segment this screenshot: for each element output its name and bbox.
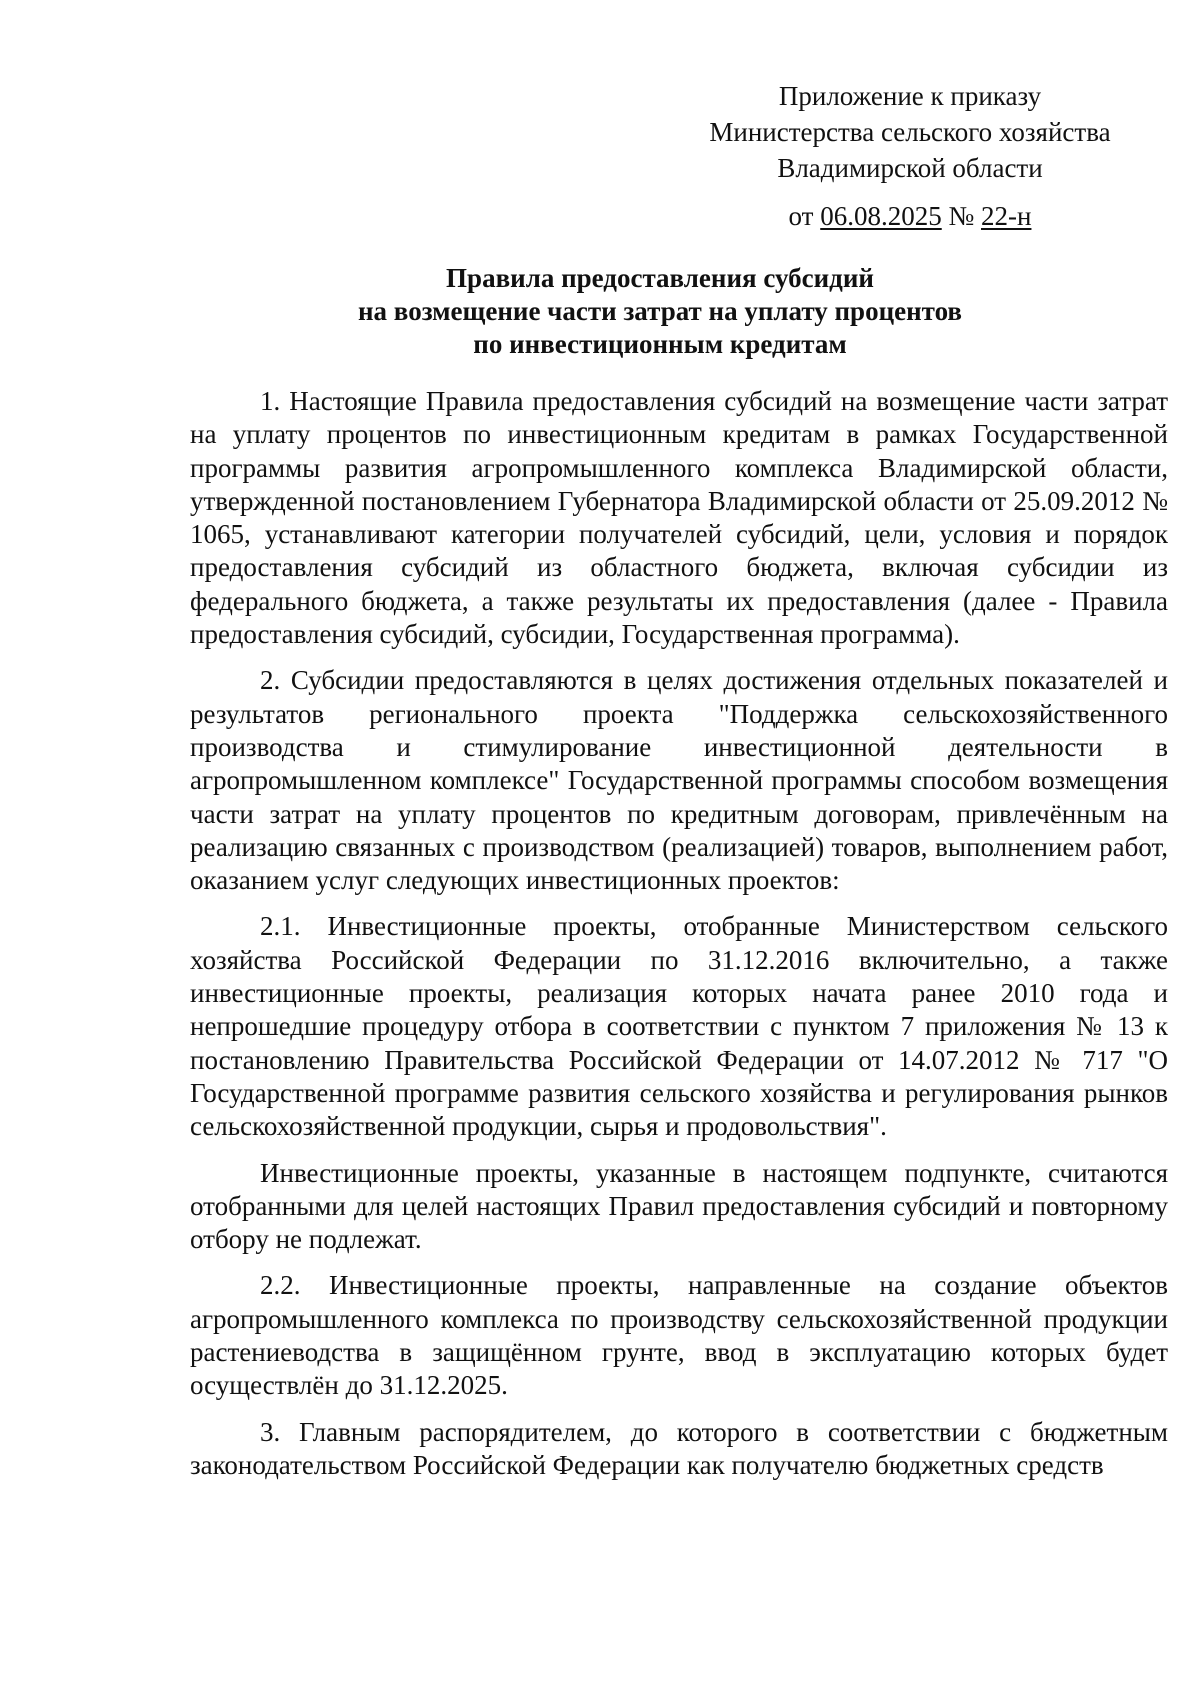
document-title <box>190 262 1130 361</box>
order-number-prefix: № <box>941 201 981 231</box>
paragraph-2-1-note: Инвестиционные проекты, указанные в настоящем подпункте, считаются отобранными для целей настоящих Правил предоставления субсидий и повторному отбору не подлежат. <box>190 1157 1168 1255</box>
title-line-3: по инвестиционным кредитам <box>473 329 847 359</box>
paragraph-2-2: 2.2. Инвестиционные проекты, направленные на создание объектов агропромышленного комплекса по производству сельскохозяйственной продукции растениеводства в защищённом грунте, ввод в эксплуатацию которых будет осуществлён до 31.12.2025. <box>190 1270 1168 1401</box>
appendix-line-2: Министерства сельского хозяйства <box>709 117 1111 147</box>
paragraph-3: 3. Главным распорядителем, до которого в соответствии с бюджетным законодательством Российской Федерации как получателю бюджетных средств <box>190 1416 1168 1480</box>
title-line-1: Правила предоставления субсидий <box>446 263 874 293</box>
title-line-2: на возмещение части затрат на уплату процентов <box>358 296 962 326</box>
paragraph-1: 1. Настоящие Правила предоставления субсидий на возмещение части затрат на уплату процентов по инвестиционным кредитам в рамках Государственной программы развития агропромышленного комплекса Владимирской области, утвержденной постановлением Губернатора Владимирской области от 25.09.2012 № 1065, устанавливают категории получателей субсидий, цели, условия и порядок предоставления субсидий из областного бюджета, включая субсидии из федерального бюджета, а также результаты их предоставления (далее - Правила предоставления субсидий, субсидии, Государственная программа). <box>190 386 1168 650</box>
paragraph-2: 2. Субсидии предоставляются в целях достижения отдельных показателей и результатов регионального проекта "Поддержка сельскохозяйственного производства и стимулирование инвестиционной деятельности в агропромышленном комплексе" Государственной программы способом возмещения части затрат на уплату процентов по кредитным договорам, привлечённым на реализацию связанных с производством (реализацией) товаров, выполнением работ, оказанием услуг следующих инвестиционных проектов: <box>190 665 1168 896</box>
appendix-line-3: Владимирской области <box>777 153 1043 183</box>
paragraph-2-1: 2.1. Инвестиционные проекты, отобранные Министерством сельского хозяйства Российской Федерации по 31.12.2016 включительно, а также инвестиционные проекты, реализация которых начата ранее 2010 года и непрошедшие процедуру отбора в соответствии с пунктом 7 приложения № 13 к постановлению Правительства Российской Федерации от 14.07.2012 № 717 "О Государственной программе развития сельского хозяйства и регулирования рынков сельскохозяйственной продукции, сырья и продовольствия". <box>190 911 1168 1142</box>
order-date: 06.08.2025 <box>820 201 942 231</box>
document-body <box>190 385 1168 1495</box>
appendix-header <box>690 78 1130 234</box>
order-number: 22-н <box>981 201 1032 231</box>
appendix-line-1: Приложение к приказу <box>778 81 1042 111</box>
order-reference <box>690 198 1130 234</box>
order-prefix: от <box>788 201 821 231</box>
